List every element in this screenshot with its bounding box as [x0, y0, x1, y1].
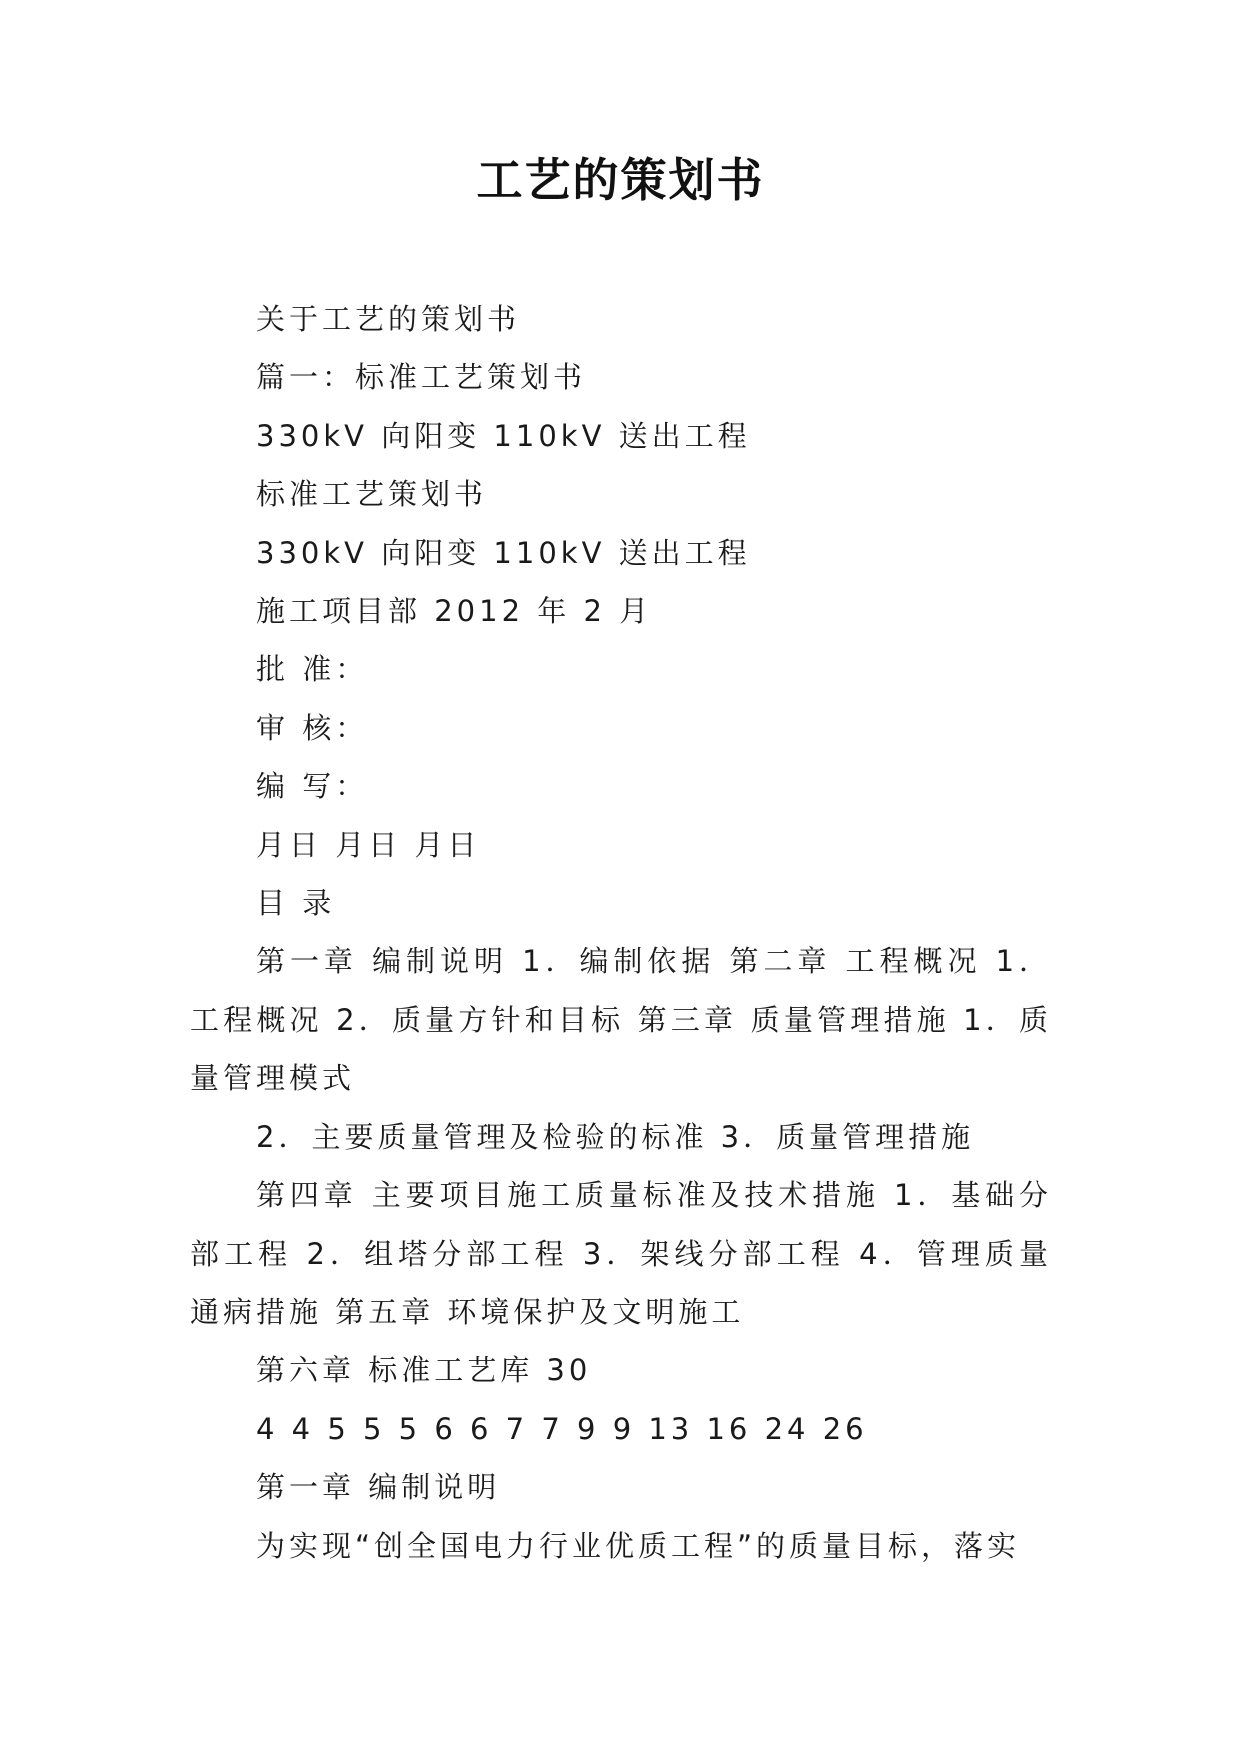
paragraph: 关于工艺的策划书: [256, 302, 521, 336]
toc-entry: 第四章 主要项目施工质量标准及技术措施 1．基础分部工程 2．组塔分部工程 3．架线分部工程 4．管理质量通病措施 第五章 环境保护及文明施工: [190, 1178, 1052, 1329]
document-title: 工艺的策划书: [476, 153, 765, 207]
paragraph: 330kV 向阳变 110kV 送出工程: [256, 418, 751, 453]
toc-entry: 第六章 标准工艺库 30: [256, 1353, 592, 1388]
toc-entry: 2．主要质量管理及检验的标准 3．质量管理措施: [256, 1119, 975, 1154]
paragraph: 施工项目部 2012 年 2 月: [256, 594, 653, 629]
paragraph: 标准工艺策划书: [256, 477, 488, 512]
paragraph: 篇一：标准工艺策划书: [256, 360, 587, 395]
approval-line: 批 准：: [256, 652, 369, 687]
toc-page-numbers: 4 4 5 5 5 6 6 7 7 9 9 13 16 24 26: [256, 1411, 868, 1446]
paragraph: 330kV 向阳变 110kV 送出工程: [256, 535, 751, 570]
toc-entry: 第一章 编制说明 1．编制依据 第二章 工程概况 1．工程概况 2．质量方针和目标 第三章 质量管理措施 1．质量管理模式: [190, 944, 1052, 1096]
document-body: [190, 290, 1052, 1575]
chapter-heading: 第一章 编制说明: [256, 1470, 501, 1505]
toc-heading: 目 录: [256, 886, 336, 921]
author-line: 编 写：: [256, 769, 369, 804]
paragraph: 为实现“创全国电力行业优质工程”的质量目标，落实: [256, 1528, 1021, 1563]
date-line: 月日 月日 月日: [256, 827, 481, 862]
review-line: 审 核：: [256, 710, 369, 745]
